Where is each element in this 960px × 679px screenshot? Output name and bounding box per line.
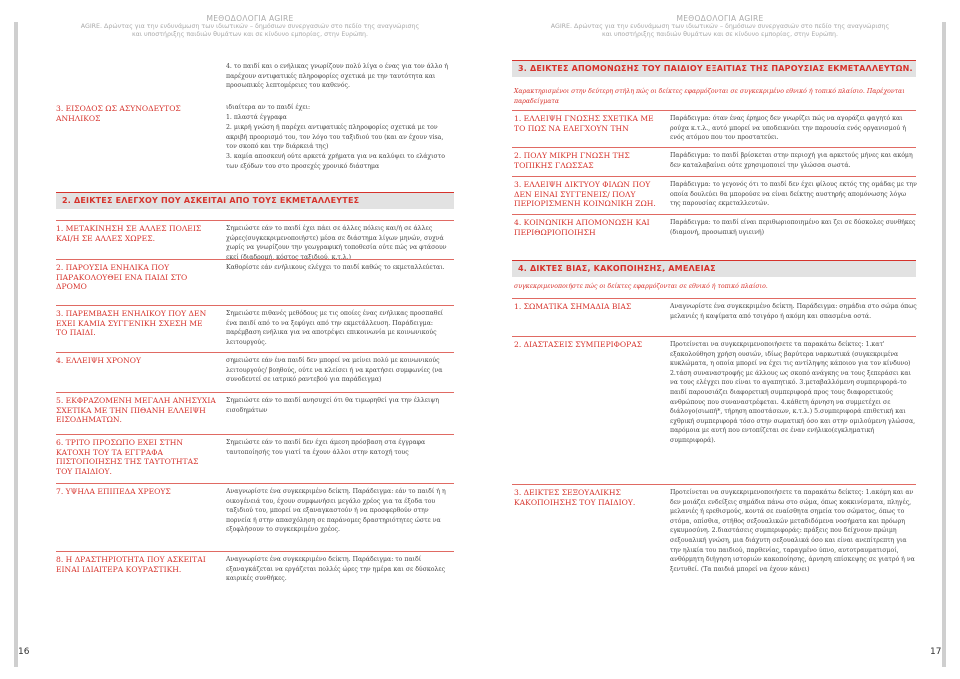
page-number: 17: [930, 647, 942, 657]
row-divider: [512, 110, 916, 111]
indicator-title: 3. ΕΛΛΕΙΨΗ ΔΙΚΤΥΟΥ ΦΙΛΩΝ ΠΟΥ ΔΕΝ ΕΙΝΑΙ ΣΥΓΓΕΝΕΙΣ/ ΠΟΛΥ ΠΕΡΙΟΡΙΣΜΕΝΗ ΚΟΙΝΩΝΙΚΗ ΖΩΗ.: [514, 180, 656, 209]
indicator-title: 6. ΤΡΙΤΟ ΠΡΟΣΩΠΟ ΕΧΕΙ ΣΤΗΝ ΚΑΤΟΧΗ ΤΟΥ ΤΑ ΕΓΓΡΑΦΑ ΠΙΣΤΟΠΟΙΗΣΗΣ ΤΗΣ ΤΑΥΤΟΤΗΤΑΣ ΤΟΥ ΠΑΙΔΙΟΥ.: [56, 438, 199, 476]
page-edge-right: [942, 22, 946, 667]
row-divider: [56, 434, 454, 435]
row-divider: [56, 305, 454, 306]
section-text: ιδιαίτερα αν το παιδί έχει:: [226, 104, 311, 111]
indicator-title: 8. Η ΔΡΑΣΤΗΡΙΟΤΗΤΑ ΠΟΥ ΑΣΚΕΙΤΑΙ ΕΙΝΑΙ ΙΔΙΑΙΤΕΡΑ ΚΟΥΡΑΣΤΙΚΗ.: [56, 555, 206, 574]
right-page-header: [530, 14, 910, 39]
row-divider: [56, 352, 454, 353]
indicator-text: Παράδειγμα: το παιδί είναι περιθωριοποιημένο και ζει σε δύσκολες συνθήκες (διαμονή, προσωπική υγιεινή): [670, 219, 916, 236]
section-text: 1. πλαστά έγγραφα: [226, 114, 287, 121]
header-line-2: και υποστήριξης παιδιών θυμάτων και σε κίνδυνο εμπορίας, στην Ευρώπη.: [601, 31, 839, 38]
indicator-title: 1. ΣΩΜΑΤΙΚΑ ΣΗΜΑΔΙΑ ΒΙΑΣ: [514, 302, 632, 311]
row-divider: [512, 298, 916, 299]
section-bar: [512, 60, 916, 77]
indicator-text: Παράδειγμα: το παιδί βρίσκεται στην περιοχή για αρκετούς μήνες και ακόμη δεν καταλαβαίνει ούτε χρησιμοποιεί την γλώσσα σωστά.: [670, 152, 913, 169]
header-title: ΜΕΘΟΔΟΛΟΓΙΑ AGIRE: [676, 14, 764, 23]
section-bar: [512, 260, 916, 277]
header-line-1: AGIRE. Δρώντας για την ενδυνάμωση των ιδιωτικών – δημόσιων συνεργασιών στο πεδίο της αναγνώρισης: [80, 23, 420, 30]
indicator-title: 3. ΠΑΡΕΜΒΑΣΗ ΕΝΗΛΙΚΟΥ ΠΟΥ ΔΕΝ ΕΧΕΙ ΚΑΜΙΑ ΣΥΓΓΕΝΙΚΗ ΣΧΕΣΗ ΜΕ ΤΟ ΠΑΙΔΙ.: [56, 309, 207, 338]
indicator-text: Σημειώστε εάν το παιδί έχει πάει σε άλλες πόλεις και/ή σε άλλες χώρες(συγκεκριμενοποιήστε) μέσα σε διάστημα λίγων μηνών, συχνά χωρίς να γνωρίζουν την γεωγραφική τοποθεσία ούτε πώς να φτάσουν εκεί (διαδρομή, κόστος ταξιδιού, κ.τ.λ.): [226, 225, 447, 261]
section-bar-label: 2. ΔΕΙΚΤΕΣ ΕΛΕΓΧΟΥ ΠΟΥ ΑΣΚΕΙΤΑΙ ΑΠΟ ΤΟΥΣ ΕΚΜΕΤΑΛΛΕΥΤΕΣ: [62, 196, 360, 205]
row-divider: [512, 484, 916, 485]
indicator-title: 1. ΕΛΛΕΙΨΗ ΓΝΩΣΗΣ ΣΧΕΤΙΚΑ ΜΕ ΤΟ ΠΩΣ ΝΑ ΕΛΕΓΧΟΥΝ ΤΗΝ: [514, 114, 654, 133]
indicator-title: 1. ΜΕΤΑΚΙΝΗΣΗ ΣΕ ΑΛΛΕΣ ΠΟΛΕΙΣ ΚΑΙ/Η ΣΕ ΑΛΛΕΣ ΧΩΡΕΣ.: [56, 224, 202, 243]
section-bar-label: 4. ΔΙΚΤΕΣ ΒΙΑΣ, ΚΑΚΟΠΟΙΗΣΗΣ, ΑΜΕΛΕΙΑΣ: [518, 264, 716, 273]
indicator-text: Σημειώστε πιθανές μεθόδους με τις οποίες ένας ενήλικας προσπαθεί ένα παιδί από το να ξεφύγει από την εκμετάλλευση. Παράδειγμα: παρέμβαση ενήλικα για να αποτρέψει επικοινωνία με κοινωνικούς λειτουργούς.: [226, 310, 444, 346]
indicator-text: Σημειώστε εάν το παιδί ανησυχεί ότι θα τιμωρηθεί για την έλλειψη εισοδημάτων: [226, 397, 439, 414]
row-divider: [56, 220, 454, 221]
page-number: 16: [18, 647, 30, 657]
row-divider: [512, 214, 916, 215]
indicator-text: Αναγνωρίστε ένα συγκεκριμένο δείκτη. Παράδειγμα: σημάδια στο σώμα όπως μελανιές ή καψίματα από τσιγάρο ή ακόμη και σπασμένα οστά.: [670, 303, 917, 320]
section-bar: [56, 192, 454, 209]
row-divider: [512, 176, 916, 177]
header-line-1: AGIRE. Δρώντας για την ενδυνάμωση των ιδιωτικών – δημόσιων συνεργασιών στο πεδίο της αναγνώρισης: [550, 23, 890, 30]
section-bar-label: 3. ΔΕΙΚΤΕΣ ΑΠΟΜΟΝΩΣΗΣ ΤΟΥ ΠΑΙΔΙΟΥ ΕΞΑΙΤΙΑΣ ΤΗΣ ΠΑΡΟΥΣΙΑΣ ΕΚΜΕΤΑΛΛΕΥΤΩΝ.: [518, 64, 913, 73]
indicator-title: 2. ΠΑΡΟΥΣΙΑ ΕΝΗΛΙΚΑ ΠΟΥ ΠΑΡΑΚΟΛΟΥΘΕΙ ΕΝΑ ΠΑΙΔΙ ΣΤΟ ΔΡΟΜΟ: [56, 263, 188, 292]
header-title: ΜΕΘΟΔΟΛΟΓΙΑ AGIRE: [206, 14, 294, 23]
indicator-title: 7. ΥΨΗΛΑ ΕΠΙΠΕΔΑ ΧΡΕΟΥΣ: [56, 487, 171, 496]
section-text: 4. το παιδί και ο ενήλικας γνωρίζουν πολύ λίγα ο ένας για τον άλλο ή παρέχουν αντιφατικές πληροφορίες σχετικά με την ταυτότητα και προσωπικές λεπτομέρειες του καθενός.: [226, 63, 449, 90]
indicator-text: Παράδειγμα: το γεγονός ότι το παιδί δεν έχει φίλους εκτός της ομάδας με την οποία δουλεύει θα μπορούσε να είναι δείκτης αυστηρής απομόνωσης λόγω της παρουσίας εκμεταλλευτών.: [670, 181, 917, 208]
section-subtitle: συγκεκριμενοποιήστε πώς οι δείκτες εφαρμόζονται σε εθνικό ή τοπικό πλαίσιο.: [514, 283, 768, 290]
section-text: 3. καμία αποσκευή ούτε αρκετά χρήματα για να καλύψει το ελάχιστο των εξόδων του στο προσεχές χρονικό διάστημα: [226, 153, 445, 170]
indicator-text: Σημειώστε εάν το παιδί δεν έχει άμεση πρόσβαση στα έγγραφα ταυτοποίησής του γιατί τα έχουν άλλοι στην κατοχή τους: [226, 439, 426, 456]
indicator-text: σημειώστε εάν ένα παιδί δεν μπορεί να μείνει πολύ με κοινωνικούς λειτουργούς/ βοηθούς, ούτε να κλείσει ή να κρατήσει συμφωνίες (να συνοδευτεί σε ιατρικό ραντεβού για παράδειγμα): [226, 357, 443, 384]
indicator-text: Προτείνεται να συγκεκριμενοποιήσετε τα παρακάτω δείκτες: 1.ακόμη και αν δεν μοιάζει ενδείξεις σημάδια πάνω στο σώμα, όπως κοκκινίσματα, πληγές, μελανιές ή ερεθισμούς, κοντά σε ευαίσθητα σημεία του σώματος, όπως το στόμα, οπίσθια, στήθος σεξουαλικών μεταδιδόμενα νοσήματα και πρόωρη εγκυμοσύνη. 2.διαστάσεις συμπεριφοράς: πράξεις που δείχνουν πρώιμη σεξουαλική γνώση, μια διάχυτη σεξουαλικά όσο και είναι ανεπίτρεπτη για την ηλικία του παιδιού, παρθενίας, ταραγμένο ύπνο, αυτοτραυματισμοί, ανθόρμητη διήγηση ιστοριών κακοποίησης, άρνηση επίσκεψης σε γιατρό ή να ξεντυθεί. (Τα παιδιά μπορεί να έχουν κάνει): [670, 489, 915, 573]
section-text: 2. μικρή γνώση ή παρέχει αντιφατικές πληροφορίες σχετικά με τον ακριβή προορισμό του, τον λόγο του ταξιδιού του (και αν έχουν visa, τον σκοπό και την διάρκειά της): [226, 124, 444, 151]
row-divider: [56, 551, 454, 552]
row-divider: [56, 259, 454, 260]
row-divider: [56, 392, 454, 393]
page-edge-left: [14, 22, 18, 667]
indicator-title: 3. ΔΕΙΚΤΕΣ ΣΕΞΟΥΑΛΙΚΗΣ ΚΑΚΟΠΟΙΗΣΗΣ ΤΟΥ ΠΑΙΔΙΟΥ.: [514, 488, 636, 507]
indicator-title: 4. ΚΟΙΝΩΝΙΚΗ ΑΠΟΜΟΝΩΣΗ ΚΑΙ ΠΕΡΙΘΩΡΙΟΠΟΙΗΣΗ: [514, 218, 650, 237]
indicator-text: Αναγνωρίστε ένα συγκεκριμένο δείκτη. Παράδειγμα: το παιδί εξαναγκάζεται να εργάζεται πολλές ώρες την ημέρα και σε δύσκολες καιρικές συνθήκες.: [226, 556, 446, 583]
indicator-title: 2. ΔΙΑΣΤΑΣΕΙΣ ΣΥΜΠΕΡΙΦΟΡΑΣ: [514, 340, 643, 349]
row-divider: [56, 483, 454, 484]
indicator-title: 2. ΠΟΛΥ ΜΙΚΡΗ ΓΝΩΣΗ ΤΗΣ ΤΟΠΙΚΗΣ ΓΛΩΣΣΑΣ: [514, 151, 630, 170]
section-title: 3. ΕΙΣΟΔΟΣ ΩΣ ΑΣΥΝΟΔΕΥΤΟΣ ΑΝΗΛΙΚΟΣ: [56, 104, 181, 123]
indicator-title: 5. ΕΚΦΡΑΖΟΜΕΝΗ ΜΕΓΑΛΗ ΑΝΗΣΥΧΙΑ ΣΧΕΤΙΚΑ ΜΕ ΤΗΝ ΠΙΘΑΝΗ ΕΛΛΕΙΨΗ ΕΙΣΟΔΗΜΑΤΩΝ.: [56, 396, 216, 425]
indicator-title: 4. ΕΛΛΕΙΨΗ ΧΡΟΝΟΥ: [56, 356, 142, 365]
row-divider: [512, 147, 916, 148]
left-page-header: [60, 14, 440, 39]
indicator-text: Αναγνωρίστε ένα συγκεκριμένο δείκτη. Παράδειγμα: εάν το παιδί ή η οικογένειά του, έχουν συμφωνήσει μεγάλο χρέος για τα έξοδα του ταξιδιού του, μπορεί να εξαναγκαστούν ή να προσφερθούν στην πορνεία ή στην απασχόληση σε παράνομες δραστηριότητες ώστε να εξοφλήσουν το συγκεκριμένο χρέος.: [226, 488, 446, 534]
header-line-2: και υποστήριξης παιδιών θυμάτων και σε κίνδυνο εμπορίας, στην Ευρώπη.: [131, 31, 369, 38]
indicator-text: Καθορίστε εάν ενήλικους ελέγχει το παιδί καθώς το εκμεταλλεύεται.: [226, 264, 445, 271]
indicator-text: Παράδειγμα: όταν ένας έρημος δεν γνωρίζει πώς να αγοράζει φαγητό και ρούχα κ.τ.λ., αυτό μπορεί να υποδεικνύει την παρουσία ενός οργανισμού ή ενός ατόμου που τον προστατεύει.: [670, 115, 906, 142]
row-divider: [512, 336, 916, 337]
indicator-text: Προτείνεται να συγκεκριμενοποιήσετε τα παρακάτω δείκτες: 1.κατ' εξακολούθηση χρήση ουσιών, ιδίως βαρύτερα ναρκωτικά (συγκεκριμένα κυκλώματα, η οποία μπορεί να έχει τις αντίληψης κάποιου για τον κίνδυνο) 2.τάση συναναστροφής με άλλους ως σκοπό ανάγκης να τους ξεπεράσει και να τους ελέγχει που είναι το αγαπητικό. 3.μεταβαλλόμενη συμπεριφορά-το παιδί παρουσιάζει διαφορετική συμπεριφορά προς τους διαφορετικούς ανθρώπους που συναναστρέφεται. 4.κάθετη άρνηση να συμμετέχει σε διάλογο(σιωπή*, τήρηση αποστάσεων, κ.τ.λ.) 5.συμπεριφορά επιθετική και εχθρική συμπεριφορά τόσο στην σωματική όσο και στην ομιλούμενη γλώσσα, παρόμοια με αυτή που εντοπίζεται σε έναν ενήλικο(εγκληματική συμπεριφορά).: [670, 341, 916, 444]
section-subtitle: Χαρακτηρισμένοι στην δεύτερη στήλη πώς οι δείκτες εφαρμόζονται σε συγκεκριμένο εθνικό ή τοπικό πλαίσιο. Παρέχονται παραδείγματα: [514, 88, 905, 105]
